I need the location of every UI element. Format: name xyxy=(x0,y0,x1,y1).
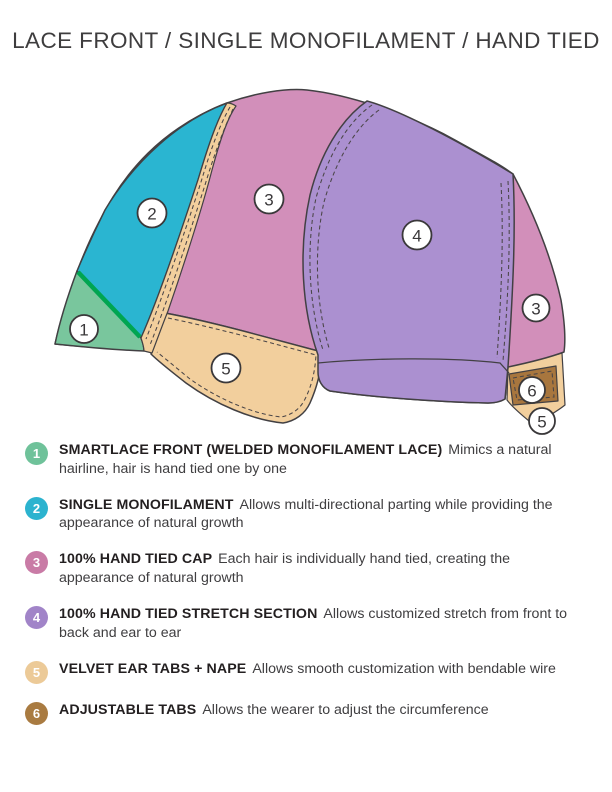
legend-item-smartlace-front xyxy=(25,441,598,478)
marker-3 xyxy=(255,185,284,214)
legend-text-4 xyxy=(59,605,571,642)
legend-label-5: VELVET EAR TABS + NAPE xyxy=(59,660,247,677)
legend-badge-1: 1 xyxy=(25,442,48,465)
marker-3-back xyxy=(523,295,550,322)
svg-text:3: 3 xyxy=(264,190,274,210)
svg-text:3: 3 xyxy=(531,299,541,319)
legend-desc-1: Mimics a natural hairline, hair is hand tied one by one xyxy=(59,442,552,477)
marker-5-nape xyxy=(529,408,555,434)
marker-2 xyxy=(138,199,167,228)
legend-desc-5: Allows smooth customization with bendable wire xyxy=(252,660,556,677)
legend-item-stretch-section xyxy=(25,605,598,642)
legend-item-velvet-ear-tabs xyxy=(25,660,598,684)
legend-badge-6: 6 xyxy=(25,702,48,725)
marker-1 xyxy=(70,315,98,343)
marker-4 xyxy=(403,221,432,250)
svg-text:4: 4 xyxy=(412,226,422,246)
region-stretch-section xyxy=(303,101,514,403)
marker-5-ear xyxy=(212,354,241,383)
svg-text:1: 1 xyxy=(79,320,89,340)
legend xyxy=(25,441,598,743)
svg-text:5: 5 xyxy=(537,412,547,432)
svg-text:5: 5 xyxy=(221,359,231,379)
legend-item-adjustable-tabs xyxy=(25,701,598,725)
legend-label-3: 100% HAND TIED CAP xyxy=(59,551,213,568)
legend-desc-3: Each hair is individually hand tied, creating the appearance of natural growth xyxy=(59,551,510,586)
legend-label-4: 100% HAND TIED STRETCH SECTION xyxy=(59,606,318,623)
legend-desc-6: Allows the wearer to adjust the circumference xyxy=(202,702,489,719)
legend-badge-2: 2 xyxy=(25,497,48,520)
legend-label-1: SMARTLACE FRONT (WELDED MONOFILAMENT LACE) xyxy=(59,442,443,458)
legend-text-5 xyxy=(59,660,571,679)
legend-text-2 xyxy=(59,496,571,533)
legend-label-6: ADJUSTABLE TABS xyxy=(59,702,197,719)
legend-badge-5: 5 xyxy=(25,661,48,684)
legend-desc-2: Allows multi-directional parting while providing the appearance of natural growth xyxy=(59,496,553,532)
legend-label-2: SINGLE MONOFILAMENT xyxy=(59,496,234,513)
legend-badge-4: 4 xyxy=(25,606,48,629)
svg-text:2: 2 xyxy=(147,204,157,224)
legend-badge-3: 3 xyxy=(25,551,48,574)
legend-text-6 xyxy=(59,701,571,720)
legend-item-single-monofilament xyxy=(25,496,598,533)
legend-item-hand-tied-cap xyxy=(25,550,598,587)
legend-desc-4: Allows customized stretch from front to back and ear to ear xyxy=(59,606,568,641)
page-title: LACE FRONT / SINGLE MONOFILAMENT / HAND TIED xyxy=(12,28,600,53)
legend-text-3 xyxy=(59,550,571,587)
svg-text:6: 6 xyxy=(527,381,537,401)
legend-text-1 xyxy=(59,441,571,478)
marker-6 xyxy=(519,377,545,403)
